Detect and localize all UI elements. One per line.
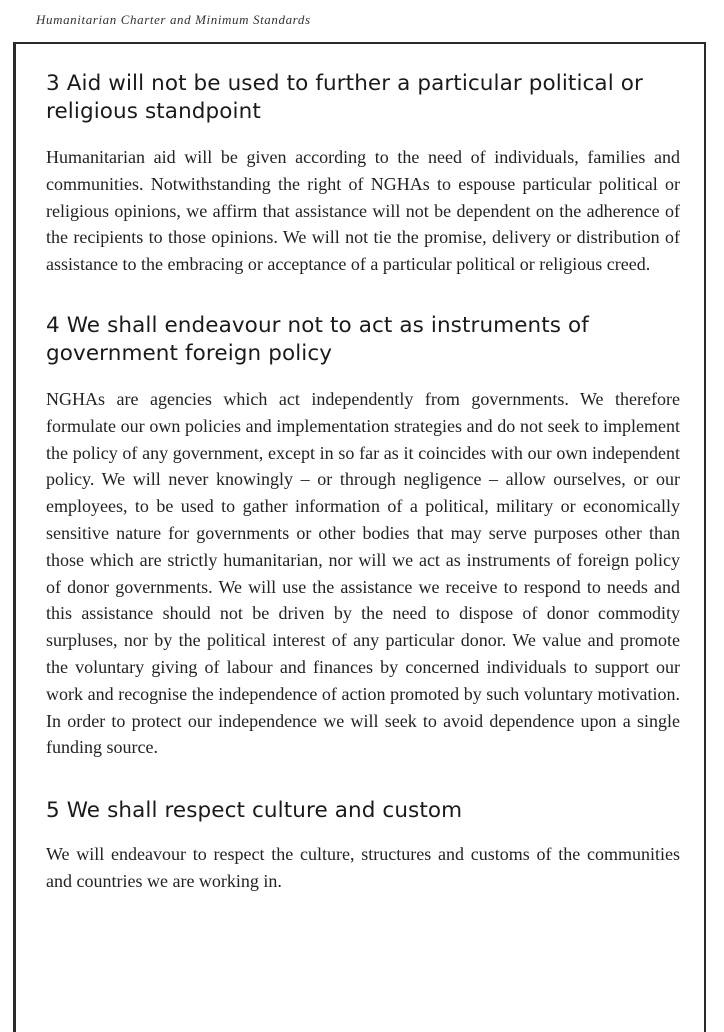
running-header: Humanitarian Charter and Minimum Standards xyxy=(36,12,311,27)
section-heading: 3 Aid will not be used to further a particular political or religious standpoint xyxy=(46,71,643,124)
section-paragraph: We will endeavour to respect the culture, structures and customs of the communities and countries we are working in. xyxy=(46,844,680,891)
document-content xyxy=(46,70,680,895)
section-5 xyxy=(46,797,680,895)
section-heading: 4 We shall endeavour not to act as instruments of government foreign policy xyxy=(46,312,589,366)
section-heading: 5 We shall respect culture and custom xyxy=(46,798,463,824)
section-paragraph: NGHAs are agencies which act independently from governments. We therefore formulate our own policies and implementation strategies and do not seek to implement the policy of any government, except in so far as it coincides with our own independent policy. We will never knowingly – or through negligence – allow ourselves, or our employees, to be used to gather information of a political, military or economically sensitive nature for governments or other bodies that may serve purposes other than those which are strictly humanitarian, nor will we act as instruments of foreign policy of donor governments. We will use the assistance we receive to respond to needs and this assistance should not be driven by the need to dispose of donor commodity surpluses, nor by the political interest of any particular donor. We value and promote the voluntary giving of labour and finances by concerned individuals to support our work and recognise the independence of action promoted by such voluntary motivation. In order to protect our independence we will seek to avoid dependence upon a single funding source. xyxy=(46,388,680,758)
section-paragraph: Humanitarian aid will be given according to the need of individuals, families and communities. Notwithstanding the right of NGHAs to espouse particular political or religious opinions, we affirm that assistance will not be dependent on the adherence of the recipients to those opinions. We will not tie the promise, delivery or distribution of assistance to the embracing or acceptance of a particular political or religious creed. xyxy=(46,147,680,275)
section-3 xyxy=(46,70,680,278)
section-4 xyxy=(46,312,680,761)
